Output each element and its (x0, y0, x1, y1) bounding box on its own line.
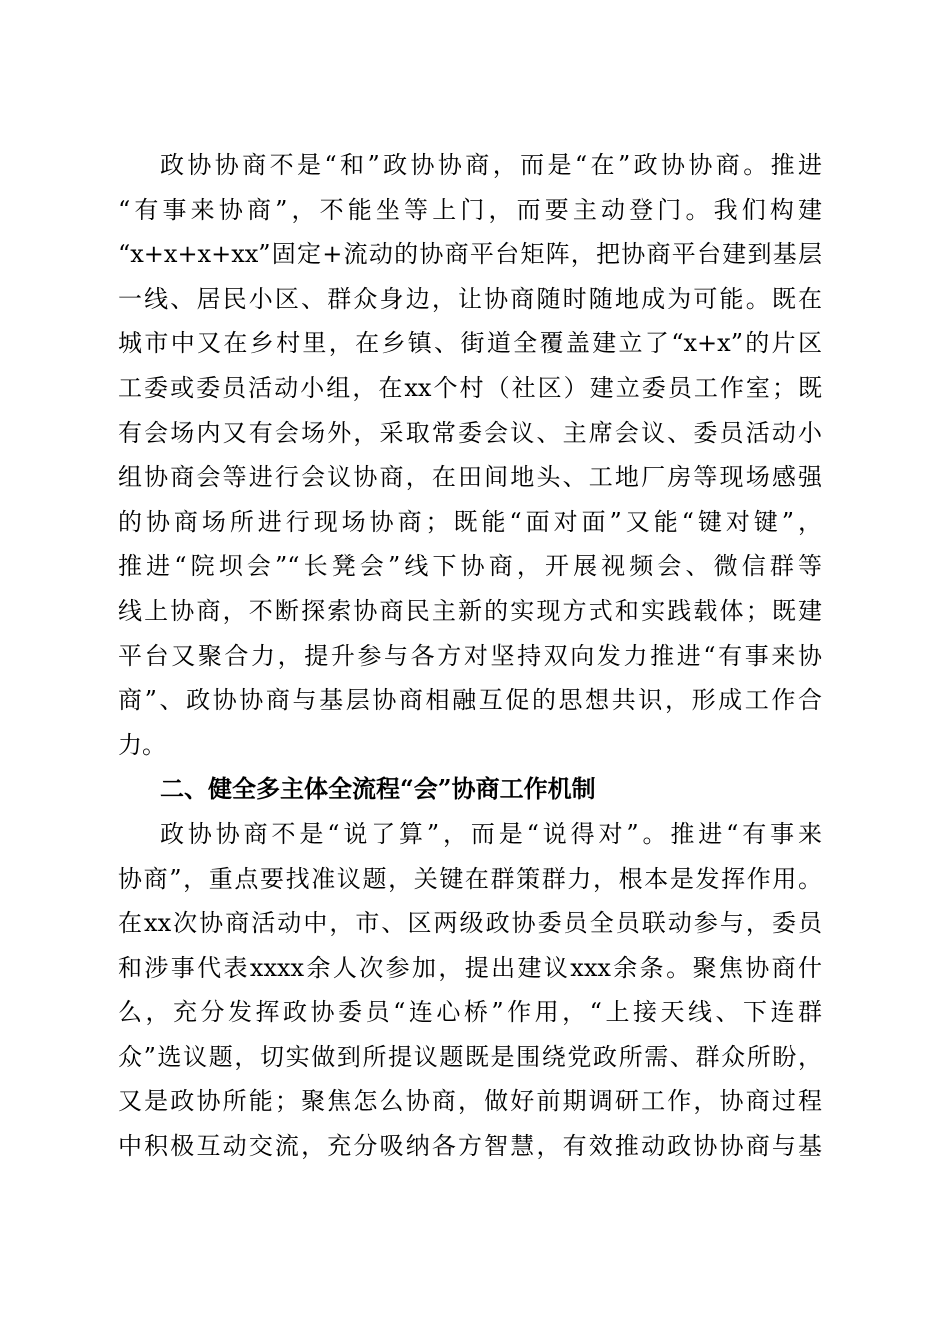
text-line: “x+x+x+xx”固定+流动的协商平台矩阵，把协商平台建到基层 (118, 240, 822, 269)
paragraph (118, 812, 822, 1169)
paragraph (118, 143, 822, 767)
text-line: 工委或委员活动小组，在xx个村（社区）建立委员工作室；既 (118, 373, 822, 402)
text-line: 政协协商不是“和”政协协商，而是“在”政协协商。推进 (160, 151, 822, 179)
text-line: “有事来协商”，不能坐等上门，而要主动登门。我们构建 (118, 195, 822, 224)
section-heading (118, 767, 822, 812)
text-line: 众”选议题，切实做到所提议题既是围绕党政所需、群众所盼， (118, 1042, 822, 1071)
text-line: 么，充分发挥政协委员“连心桥”作用，“上接天线、下连群 (118, 998, 822, 1027)
text-line: 有会场内又有会场外，采取常委会议、主席会议、委员活动小 (118, 418, 822, 447)
text-line: 中积极互动交流，充分吸纳各方智慧，有效推动政协协商与基 (118, 1132, 822, 1161)
document-page (118, 143, 822, 1169)
text-line: 协商”，重点要找准议题，关键在群策群力，根本是发挥作用。 (118, 864, 822, 893)
heading-text: 二、健全多主体全流程“会”协商工作机制 (160, 774, 596, 804)
text-line: 一线、居民小区、群众身边，让协商随时随地成为可能。既在 (118, 284, 822, 313)
text-line: 组协商会等进行会议协商，在田间地头、工地厂房等现场感强 (118, 463, 822, 492)
text-line: 和涉事代表xxxx余人次参加，提出建议xxx余条。聚焦协商什 (118, 953, 822, 982)
text-line: 的协商场所进行现场协商；既能“面对面”又能“键对键”， (118, 507, 822, 536)
text-line: 又是政协所能；聚焦怎么协商，做好前期调研工作，协商过程 (118, 1087, 822, 1116)
text-line: 在xx次协商活动中，市、区两级政协委员全员联动参与，委员 (118, 909, 822, 938)
text-line: 线上协商，不断探索协商民主新的实现方式和实践载体；既建 (118, 596, 822, 625)
text-line: 力。 (118, 730, 166, 759)
text-line: 商”、政协协商与基层协商相融互促的思想共识，形成工作合 (118, 686, 822, 715)
text-line: 平台又聚合力，提升参与各方对坚持双向发力推进“有事来协 (118, 641, 822, 670)
text-line: 推进“院坝会”“长凳会”线下协商，开展视频会、微信群等 (118, 552, 822, 581)
text-line: 城市中又在乡村里，在乡镇、街道全覆盖建立了“x+x”的片区 (118, 329, 822, 358)
text-line: 政协协商不是“说了算”，而是“说得对”。推进“有事来 (160, 819, 822, 848)
